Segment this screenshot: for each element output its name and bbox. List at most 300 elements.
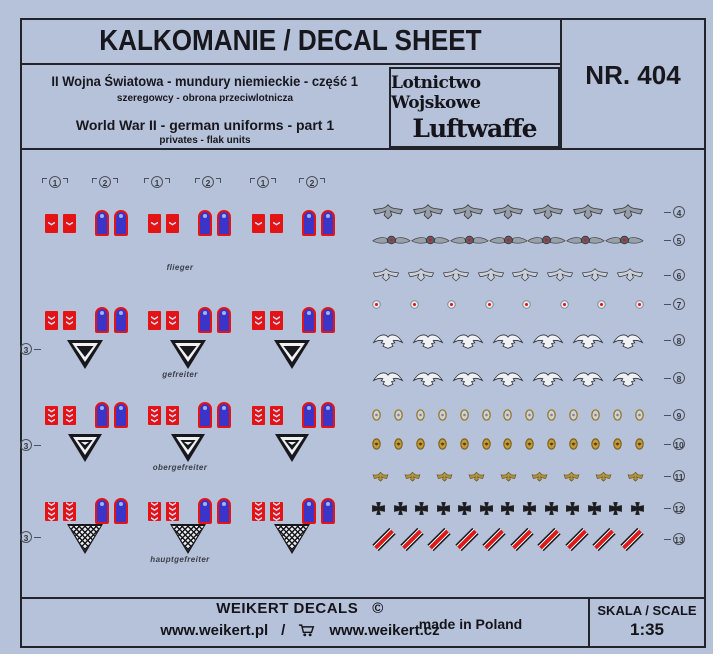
shoulder-board-decal <box>302 307 316 333</box>
ribbon-decal-icon <box>400 527 423 550</box>
collar-tab-decal <box>63 311 76 330</box>
bracket-left-icon <box>42 178 47 183</box>
shoulder-board-decal <box>114 498 128 524</box>
button-decal-icon <box>482 409 491 421</box>
marker-dash-icon <box>664 415 671 416</box>
eagle-decal-icon <box>372 267 400 283</box>
branch-name-german: Luftwaffe <box>412 113 537 143</box>
shopping-cart-icon <box>298 624 316 637</box>
gull-mark-icon <box>169 222 176 226</box>
row-marker <box>664 206 685 218</box>
gull-mark-icon <box>273 502 280 506</box>
gull-mark-icon <box>169 512 176 516</box>
decal-row <box>372 402 644 428</box>
publisher-name: WEIKERT DECALS <box>216 600 359 617</box>
ribbon-decal-icon <box>565 527 588 550</box>
shoulder-board-decal <box>217 498 231 524</box>
column-marker <box>250 176 276 188</box>
ribbon-decal-icon <box>593 527 616 550</box>
gull-mark-icon <box>66 512 73 516</box>
made-in-label: made in Poland <box>418 616 523 632</box>
gull-mark-icon <box>48 507 55 511</box>
bracket-left-icon <box>92 178 97 183</box>
cross-decal-icon <box>480 502 493 515</box>
row-marker-number: 10 <box>674 440 684 450</box>
ribbon-decal-icon <box>483 527 506 550</box>
bracket-left-icon <box>144 178 149 183</box>
cross-decal-icon <box>437 502 450 515</box>
ribbon-decal-icon <box>538 527 561 550</box>
bracket-right-icon <box>271 178 276 183</box>
winged-cockade-decal-icon <box>566 234 605 246</box>
gull-mark-icon <box>255 502 262 506</box>
luftwaffe-eagle-decal-icon <box>452 369 484 388</box>
luftwaffe-eagle-decal-icon <box>492 369 524 388</box>
rank-label: hauptgefreiter <box>150 555 210 564</box>
scale-value: 1:35 <box>629 620 665 639</box>
gull-mark-icon <box>273 321 280 325</box>
eagle-decal-icon <box>477 267 505 283</box>
marker-dash-icon <box>664 378 671 379</box>
luftwaffe-eagle-decal-icon <box>372 331 404 350</box>
gull-mark-icon <box>151 316 158 320</box>
collar-tab-decal <box>148 502 161 521</box>
collar-tab-decal <box>45 214 58 233</box>
gull-mark-icon <box>151 419 158 423</box>
gull-mark-icon <box>48 502 55 506</box>
gold-eagle-decal-icon <box>595 471 612 482</box>
chevron-inner <box>184 442 192 445</box>
gold-button-decal-icon <box>613 438 622 450</box>
bracket-left-icon <box>299 178 304 183</box>
gull-mark-icon <box>169 414 176 418</box>
copyright-symbol: © <box>372 600 384 617</box>
winged-cockade-decal-icon <box>489 234 528 246</box>
gull-mark-icon <box>255 414 262 418</box>
gull-mark-icon <box>48 316 55 320</box>
marker-dash-icon <box>664 508 671 509</box>
column-marker-number: 1 <box>49 176 61 188</box>
shoulder-board-decal <box>321 210 335 236</box>
button-decal-icon <box>503 409 512 421</box>
row-marker <box>664 269 685 281</box>
collar-tab-decal <box>148 214 161 233</box>
column-marker <box>144 176 170 188</box>
gull-mark-icon <box>273 512 280 516</box>
gull-mark-icon <box>48 512 55 516</box>
collar-tab-decal <box>148 406 161 425</box>
eagle-decal-icon <box>452 203 484 221</box>
bracket-left-icon <box>195 178 200 183</box>
row-marker <box>664 298 685 310</box>
gull-mark-icon <box>48 414 55 418</box>
gull-mark-icon <box>169 316 176 320</box>
shoulder-board-decal <box>95 307 109 333</box>
gull-mark-icon <box>66 321 73 325</box>
sheet-title-cell <box>20 20 560 63</box>
gold-eagle-decal-icon <box>404 471 421 482</box>
marker-dash-icon <box>664 444 671 445</box>
bracket-right-icon <box>216 178 221 183</box>
column-marker-number: 1 <box>257 176 269 188</box>
shoulder-board-decal <box>198 402 212 428</box>
row-marker <box>664 234 685 246</box>
collar-tab-decal <box>252 311 265 330</box>
row-marker-number: 9 <box>673 409 685 421</box>
row-marker <box>664 372 685 384</box>
ribbon-decal-icon <box>510 527 533 550</box>
collar-tab-decal <box>166 214 179 233</box>
marker-dash-icon <box>664 304 671 305</box>
gull-mark-icon <box>273 409 280 413</box>
publisher-url-cz: www.weikert.cz <box>329 622 440 639</box>
luftwaffe-eagle-decal-icon <box>532 369 564 388</box>
chevron-inner <box>81 442 89 445</box>
gull-mark-icon <box>169 419 176 423</box>
row-marker-number: 6 <box>673 269 685 281</box>
gull-mark-icon <box>255 419 262 423</box>
chevron-inner <box>179 346 197 358</box>
shoulder-board-decal <box>198 498 212 524</box>
collar-tab-decal <box>270 214 283 233</box>
chevron-inner <box>288 442 296 445</box>
bracket-left-icon <box>250 178 255 183</box>
row-marker-number: 7 <box>673 298 685 310</box>
marker-dash-icon <box>664 539 671 540</box>
chevron-inner <box>180 440 196 451</box>
row-marker <box>664 409 685 421</box>
bracket-right-icon <box>320 178 325 183</box>
gull-mark-icon <box>66 222 73 226</box>
gull-mark-icon <box>273 316 280 320</box>
gold-button-decal-icon <box>416 438 425 450</box>
button-decal-icon <box>635 409 644 421</box>
gull-mark-icon <box>66 414 73 418</box>
eagle-decal-icon <box>372 203 404 221</box>
row-marker-number: 8 <box>673 372 685 384</box>
gull-mark-icon <box>169 321 176 325</box>
gold-button-decal-icon <box>547 438 556 450</box>
winged-cockade-decal-icon <box>527 234 566 246</box>
gull-mark-icon <box>255 316 262 320</box>
button-decal-icon <box>394 409 403 421</box>
marker-dash-icon <box>664 476 671 477</box>
gull-mark-icon <box>48 321 55 325</box>
button-decal-icon <box>591 409 600 421</box>
decal-row <box>372 495 644 521</box>
footer-top-divider <box>20 597 706 599</box>
luftwaffe-eagle-decal-icon <box>612 331 644 350</box>
eagle-decal-icon <box>616 267 644 283</box>
decal-row <box>372 291 644 317</box>
eagle-decal-icon <box>492 203 524 221</box>
gull-mark-icon <box>255 222 262 226</box>
gull-mark-icon <box>48 222 55 226</box>
shoulder-board-decal <box>321 498 335 524</box>
eagle-decal-icon <box>407 267 435 283</box>
detail-polish: szeregowcy - obrona przeciwlotnicza <box>116 93 294 104</box>
gull-mark-icon <box>48 409 55 413</box>
row-marker-number: 5 <box>673 234 685 246</box>
cockade-decal-icon <box>410 300 419 309</box>
eagle-decal-icon <box>546 267 574 283</box>
winged-cockade-decal-icon <box>372 234 411 246</box>
gold-button-decal-icon <box>482 438 491 450</box>
ribbon-decal-icon <box>620 527 643 550</box>
marker-dash-icon <box>34 349 41 350</box>
cross-decal-icon <box>501 502 514 515</box>
decal-row <box>372 526 644 552</box>
gull-mark-icon <box>273 517 280 521</box>
bracket-right-icon <box>165 178 170 183</box>
marker-dash-icon <box>664 212 671 213</box>
url-separator: / <box>281 622 286 639</box>
luftwaffe-eagle-decal-icon <box>612 369 644 388</box>
luftwaffe-eagle-decal-icon <box>532 331 564 350</box>
header-divider-horizontal <box>20 63 560 65</box>
column-marker-number: 2 <box>99 176 111 188</box>
column-marker <box>92 176 118 188</box>
button-decal-icon <box>460 409 469 421</box>
gull-mark-icon <box>273 222 280 226</box>
gull-mark-icon <box>169 507 176 511</box>
shoulder-board-decal <box>321 402 335 428</box>
gold-button-decal-icon <box>438 438 447 450</box>
gull-mark-icon <box>66 517 73 521</box>
cross-decal-icon <box>523 502 536 515</box>
rank-label: flieger <box>166 263 194 272</box>
side-marker <box>20 531 41 543</box>
gull-mark-icon <box>255 409 262 413</box>
gold-eagle-decal-icon <box>436 471 453 482</box>
shoulder-board-decal <box>217 307 231 333</box>
chevron-inner <box>77 440 93 451</box>
chevron-inner <box>283 346 301 358</box>
button-decal-icon <box>372 409 381 421</box>
gull-mark-icon <box>151 409 158 413</box>
gull-mark-icon <box>255 507 262 511</box>
cockade-decal-icon <box>560 300 569 309</box>
gold-eagle-decal-icon <box>500 471 517 482</box>
row-marker-number: 12 <box>674 504 684 514</box>
row-marker <box>664 502 685 514</box>
rank-label: gefreiter <box>162 370 198 379</box>
button-decal-icon <box>438 409 447 421</box>
button-decal-icon <box>525 409 534 421</box>
gull-mark-icon <box>151 321 158 325</box>
gull-mark-icon <box>255 321 262 325</box>
side-marker <box>20 343 41 355</box>
gull-mark-icon <box>48 419 55 423</box>
gull-mark-icon <box>66 507 73 511</box>
cockade-decal-icon <box>597 300 606 309</box>
shoulder-board-decal <box>114 210 128 236</box>
cross-decal-icon <box>545 502 558 515</box>
row-marker <box>664 470 685 482</box>
side-marker-number: 3 <box>20 343 32 355</box>
cross-decal-icon <box>566 502 579 515</box>
decal-row <box>372 262 644 288</box>
gold-button-decal-icon <box>635 438 644 450</box>
shoulder-board-decal <box>321 307 335 333</box>
row-marker-number: 8 <box>673 334 685 346</box>
column-marker-number: 2 <box>306 176 318 188</box>
gull-mark-icon <box>151 414 158 418</box>
gull-mark-icon <box>151 502 158 506</box>
gold-eagle-decal-icon <box>531 471 548 482</box>
collar-tab-decal <box>45 406 58 425</box>
button-decal-icon <box>613 409 622 421</box>
cockade-decal-icon <box>447 300 456 309</box>
side-marker-number: 3 <box>20 531 32 543</box>
gull-mark-icon <box>169 517 176 521</box>
scale-block <box>590 603 704 640</box>
cross-decal-icon <box>415 502 428 515</box>
marker-dash-icon <box>664 275 671 276</box>
luftwaffe-eagle-decal-icon <box>412 331 444 350</box>
eagle-decal-icon <box>412 203 444 221</box>
gull-mark-icon <box>66 419 73 423</box>
cockade-decal-icon <box>372 300 381 309</box>
subject-english: World War II - german uniforms - part 1 <box>75 117 335 133</box>
button-decal-icon <box>416 409 425 421</box>
collar-tab-decal <box>166 406 179 425</box>
eagle-decal-icon <box>581 267 609 283</box>
cross-decal-icon <box>588 502 601 515</box>
gull-mark-icon <box>151 517 158 521</box>
collar-tab-decal <box>166 311 179 330</box>
luftwaffe-eagle-decal-icon <box>572 369 604 388</box>
shoulder-board-decal <box>114 402 128 428</box>
marker-dash-icon <box>34 537 41 538</box>
cross-decal-icon <box>394 502 407 515</box>
gull-mark-icon <box>255 517 262 521</box>
shoulder-board-decal <box>95 210 109 236</box>
ribbon-decal-icon <box>427 527 450 550</box>
decal-row <box>372 227 644 253</box>
winged-cockade-decal-icon <box>605 234 644 246</box>
cockade-decal-icon <box>485 300 494 309</box>
decal-row <box>372 199 644 225</box>
eagle-decal-icon <box>612 203 644 221</box>
collar-tab-decal <box>270 311 283 330</box>
gold-button-decal-icon <box>569 438 578 450</box>
column-marker <box>299 176 325 188</box>
collar-tab-decal <box>252 406 265 425</box>
gold-eagle-decal-icon <box>627 471 644 482</box>
eagle-decal-icon <box>532 203 564 221</box>
cross-decal-icon <box>458 502 471 515</box>
collar-tab-decal <box>63 214 76 233</box>
row-marker-number: 11 <box>674 472 684 482</box>
gull-mark-icon <box>273 414 280 418</box>
eagle-decal-icon <box>511 267 539 283</box>
column-marker-number: 1 <box>151 176 163 188</box>
row-marker <box>664 438 685 450</box>
gull-mark-icon <box>273 507 280 511</box>
branch-box <box>389 67 560 148</box>
gull-mark-icon <box>66 502 73 506</box>
side-marker-number: 3 <box>20 439 32 451</box>
sheet-title: KALKOMANIE / DECAL SHEET <box>98 25 482 57</box>
gold-eagle-decal-icon <box>468 471 485 482</box>
luftwaffe-eagle-decal-icon <box>452 331 484 350</box>
cross-decal-icon <box>631 502 644 515</box>
subject-polish: II Wojna Światowa - mundury niemieckie - część 1 <box>51 74 359 89</box>
gull-mark-icon <box>66 409 73 413</box>
luftwaffe-eagle-decal-icon <box>412 369 444 388</box>
decal-row <box>372 365 644 391</box>
collar-tab-decal <box>252 502 265 521</box>
gold-button-decal-icon <box>591 438 600 450</box>
gull-mark-icon <box>151 512 158 516</box>
gull-mark-icon <box>273 419 280 423</box>
header-bottom-divider <box>20 148 706 150</box>
collar-tab-decal <box>63 502 76 521</box>
shoulder-board-decal <box>302 210 316 236</box>
button-decal-icon <box>547 409 556 421</box>
collar-tab-decal <box>63 406 76 425</box>
rank-label: obergefreiter <box>152 463 208 472</box>
chevron-inner <box>76 346 94 358</box>
collar-tab-decal <box>270 406 283 425</box>
collar-tab-decal <box>148 311 161 330</box>
gold-eagle-decal-icon <box>563 471 580 482</box>
decal-row <box>372 431 644 457</box>
collar-tab-decal <box>45 311 58 330</box>
shoulder-board-decal <box>198 307 212 333</box>
shoulder-board-decal <box>217 402 231 428</box>
luftwaffe-eagle-decal-icon <box>492 331 524 350</box>
shoulder-board-decal <box>217 210 231 236</box>
winged-cockade-decal-icon <box>450 234 489 246</box>
marker-dash-icon <box>664 240 671 241</box>
marker-dash-icon <box>34 445 41 446</box>
decal-row <box>372 463 644 489</box>
column-marker <box>42 176 68 188</box>
gull-mark-icon <box>66 316 73 320</box>
gull-mark-icon <box>255 512 262 516</box>
row-marker-number: 13 <box>674 535 684 545</box>
detail-english: privates - flak units <box>159 135 251 146</box>
luftwaffe-eagle-decal-icon <box>572 331 604 350</box>
ribbon-decal-icon <box>372 527 395 550</box>
column-marker <box>195 176 221 188</box>
cross-decal-icon <box>372 502 385 515</box>
shoulder-board-decal <box>114 307 128 333</box>
cockade-decal-icon <box>635 300 644 309</box>
column-marker-number: 2 <box>202 176 214 188</box>
collar-tab-decal <box>270 502 283 521</box>
gull-mark-icon <box>169 409 176 413</box>
gold-button-decal-icon <box>372 438 381 450</box>
ribbon-decal-icon <box>455 527 478 550</box>
collar-tab-decal <box>252 214 265 233</box>
row-marker <box>664 533 685 545</box>
shoulder-board-decal <box>302 402 316 428</box>
shoulder-board-decal <box>95 402 109 428</box>
cockade-decal-icon <box>522 300 531 309</box>
gold-button-decal-icon <box>460 438 469 450</box>
winged-cockade-decal-icon <box>411 234 450 246</box>
gold-button-decal-icon <box>394 438 403 450</box>
cross-decal-icon <box>609 502 622 515</box>
gold-button-decal-icon <box>525 438 534 450</box>
luftwaffe-eagle-decal-icon <box>372 369 404 388</box>
shoulder-board-decal <box>95 498 109 524</box>
gull-mark-icon <box>48 517 55 521</box>
gull-mark-icon <box>151 222 158 226</box>
